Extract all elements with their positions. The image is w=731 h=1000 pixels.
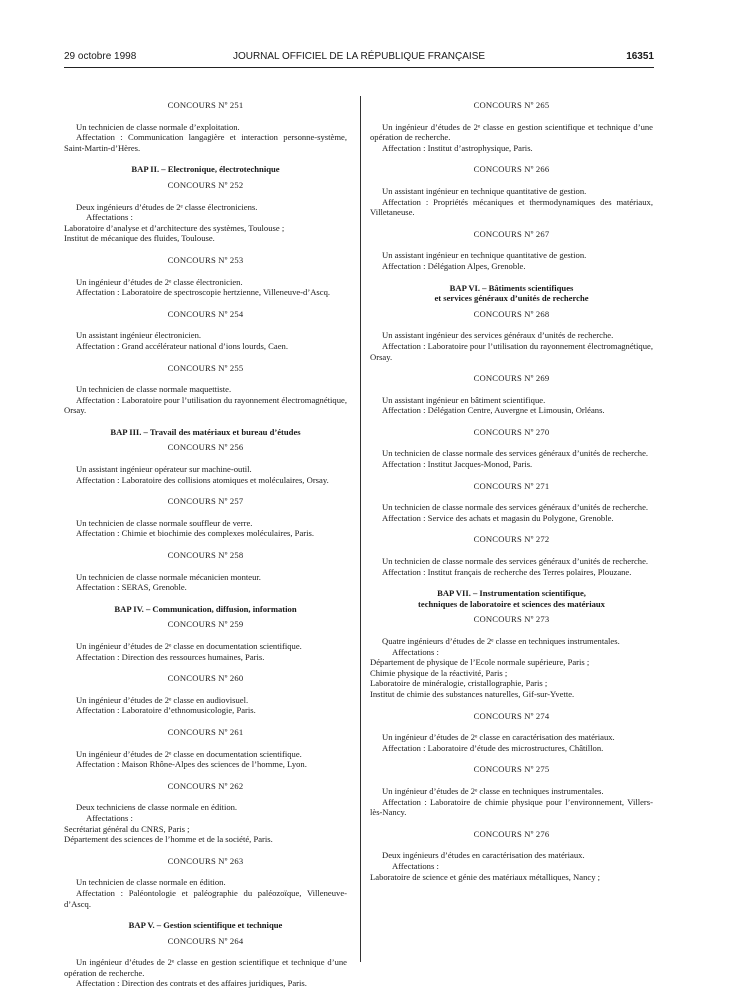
concours-255-body <box>64 384 347 416</box>
concours-252-affectation-2: Institut de mécanique des fluides, Toulouse. <box>64 233 215 244</box>
concours-262-affectation-2: Département des sciences de l’homme et de la société, Paris. <box>64 834 273 845</box>
concours-270-title: CONCOURS Nº 270 <box>473 426 550 437</box>
concours-275-affectation: Affectation : Laboratoire de chimie physique pour l’environnement, Villers-lès-Nancy. <box>370 796 653 818</box>
concours-255-post: Un technicien de classe normale maquettiste. <box>76 384 232 395</box>
concours-253-body <box>64 277 347 298</box>
concours-257-title: CONCOURS Nº 257 <box>167 496 244 507</box>
concours-263-body <box>64 877 347 909</box>
concours-258-body <box>64 572 347 593</box>
concours-274-post: Un ingénieur d’études de 2ᵉ classe en caractérisation des matériaux. <box>382 732 615 743</box>
concours-274-title: CONCOURS Nº 274 <box>473 710 550 721</box>
concours-264-title: CONCOURS Nº 264 <box>167 935 244 946</box>
concours-262-affectations-label: Affectations : <box>86 812 133 823</box>
concours-276-title: CONCOURS Nº 276 <box>473 828 550 839</box>
concours-262-title: CONCOURS Nº 262 <box>167 780 244 791</box>
concours-273-body <box>370 636 653 700</box>
concours-260-title: CONCOURS Nº 260 <box>167 673 244 684</box>
bap-vi-heading <box>370 283 653 304</box>
concours-273-affectation-1: Département de physique de l’Ecole normale supérieure, Paris ; <box>370 657 590 668</box>
concours-276-post: Deux ingénieurs d’études en caractérisation des matériaux. <box>382 850 585 861</box>
concours-267-body <box>370 250 653 271</box>
concours-260-affectation: Affectation : Laboratoire d’ethnomusicologie, Paris. <box>76 705 256 716</box>
concours-271-affectation: Affectation : Service des achats et magasin du Polygone, Grenoble. <box>382 512 614 523</box>
bap-vii-heading-line-1: BAP VII. – Instrumentation scientifique, <box>437 588 586 599</box>
concours-275-body <box>370 786 653 818</box>
concours-276-body <box>370 850 653 882</box>
concours-263-affectation: Affectation : Paléontologie et paléographie du paléozoïque, Villeneuve-d’Ascq. <box>64 887 347 909</box>
concours-252-affectations-label: Affectations : <box>86 212 133 223</box>
bap-vii-heading-line-2: techniques de laboratoire et sciences des matériaux <box>418 598 605 609</box>
page-header <box>64 51 654 65</box>
concours-255-title: CONCOURS Nº 255 <box>167 362 244 373</box>
concours-254-body <box>64 330 347 351</box>
concours-275-title: CONCOURS Nº 275 <box>473 764 550 775</box>
concours-271-post: Un technicien de classe normale des services généraux d’unités de recherche. <box>382 502 649 513</box>
concours-264-post: Un ingénieur d’études de 2ᵉ classe en gestion scientifique et technique d’une opération de recherche. <box>64 957 347 978</box>
concours-276-affectations-label: Affectations : <box>392 860 439 871</box>
concours-262-affectation-1: Secrétariat général du CNRS, Paris ; <box>64 823 190 834</box>
header-date: 29 octobre 1998 <box>64 51 137 62</box>
concours-272-title: CONCOURS Nº 272 <box>473 534 550 545</box>
concours-254-post: Un assistant ingénieur électronicien. <box>76 330 202 341</box>
concours-257-body <box>64 518 347 539</box>
concours-256-post: Un assistant ingénieur opérateur sur machine-outil. <box>76 464 252 475</box>
concours-272-affectation: Affectation : Institut français de recherche des Terres polaires, Plouzane. <box>382 566 632 577</box>
concours-253-title: CONCOURS Nº 253 <box>167 254 244 265</box>
concours-253-post: Un ingénieur d’études de 2ᵉ classe électronicien. <box>76 276 243 287</box>
concours-267-title: CONCOURS Nº 267 <box>473 228 550 239</box>
concours-256-title: CONCOURS Nº 256 <box>167 442 244 453</box>
right-column <box>370 100 653 893</box>
bap-ii-heading: BAP II. – Electronique, électrotechnique <box>131 164 280 175</box>
concours-259-body <box>64 641 347 662</box>
concours-268-body <box>370 330 653 362</box>
concours-271-body <box>370 502 653 523</box>
concours-261-post: Un ingénieur d’études de 2ᵉ classe en documentation scientifique. <box>76 748 302 759</box>
concours-252-affectation-1: Laboratoire d’analyse et d’architecture des systèmes, Toulouse ; <box>64 222 285 233</box>
concours-272-post: Un technicien de classe normale des services généraux d’unités de recherche. <box>382 556 649 567</box>
concours-268-title: CONCOURS Nº 268 <box>473 308 550 319</box>
concours-272-body <box>370 556 653 577</box>
concours-252-title: CONCOURS Nº 252 <box>167 179 244 190</box>
concours-268-post: Un assistant ingénieur des services généraux d’unités de recherche. <box>382 330 614 341</box>
concours-261-title: CONCOURS Nº 261 <box>167 726 244 737</box>
concours-273-affectation-2: Chimie physique de la réactivité, Paris ; <box>370 667 508 678</box>
concours-253-affectation: Affectation : Laboratoire de spectroscopie hertzienne, Villeneuve-d’Ascq. <box>76 287 331 298</box>
concours-256-body <box>64 464 347 485</box>
concours-270-body <box>370 448 653 469</box>
concours-263-title: CONCOURS Nº 263 <box>167 855 244 866</box>
concours-252-post: Deux ingénieurs d’études de 2ᵉ classe électroniciens. <box>76 201 258 212</box>
concours-269-post: Un assistant ingénieur en bâtiment scientifique. <box>382 394 546 405</box>
concours-273-affectation-4: Institut de chimie des substances naturelles, Gif-sur-Yvette. <box>370 688 575 699</box>
concours-259-affectation: Affectation : Direction des ressources humaines, Paris. <box>76 651 265 662</box>
concours-257-post: Un technicien de classe normale souffleur de verre. <box>76 517 253 528</box>
concours-259-title: CONCOURS Nº 259 <box>167 619 244 630</box>
bap-vi-heading-line-1: BAP VI. – Bâtiments scientifiques <box>449 282 574 293</box>
concours-254-title: CONCOURS Nº 254 <box>167 308 244 319</box>
concours-270-post: Un technicien de classe normale des services généraux d’unités de recherche. <box>382 448 649 459</box>
column-divider <box>360 96 361 962</box>
concours-256-affectation: Affectation : Laboratoire des collisions atomiques et moléculaires, Orsay. <box>76 474 329 485</box>
bap-iv-heading: BAP IV. – Communication, diffusion, information <box>114 603 297 614</box>
concours-266-title: CONCOURS Nº 266 <box>473 164 550 175</box>
concours-254-affectation: Affectation : Grand accélérateur national d’ions lourds, Caen. <box>76 340 288 351</box>
concours-266-body <box>370 186 653 218</box>
bap-iii-heading: BAP III. – Travail des matériaux et bureau d’études <box>110 426 301 437</box>
concours-267-affectation: Affectation : Délégation Alpes, Grenoble. <box>382 260 526 271</box>
concours-261-affectation: Affectation : Maison Rhône-Alpes des sciences de l’homme, Lyon. <box>76 759 307 770</box>
concours-260-body <box>64 695 347 716</box>
concours-265-affectation: Affectation : Institut d’astrophysique, Paris. <box>382 142 533 153</box>
concours-251-post: Un technicien de classe normale d’exploitation. <box>76 121 240 132</box>
concours-273-affectations-label: Affectations : <box>392 646 439 657</box>
concours-269-affectation: Affectation : Délégation Centre, Auvergne et Limousin, Orléans. <box>382 405 605 416</box>
concours-267-post: Un assistant ingénieur en technique quantitative de gestion. <box>382 250 587 261</box>
concours-257-affectation: Affectation : Chimie et biochimie des complexes moléculaires, Paris. <box>76 528 315 539</box>
concours-265-title: CONCOURS Nº 265 <box>473 100 550 110</box>
concours-269-title: CONCOURS Nº 269 <box>473 373 550 384</box>
concours-268-affectation: Affectation : Laboratoire pour l’utilisation du rayonnement électromagnétique, Orsay. <box>370 340 653 362</box>
concours-251-affectation: Affectation : Communication langagière et interaction personne-système, Saint-Martin-d’Hères. <box>64 132 347 153</box>
concours-259-post: Un ingénieur d’études de 2ᵉ classe en documentation scientifique. <box>76 641 302 651</box>
concours-265-post: Un ingénieur d’études de 2ᵉ classe en gestion scientifique et technique d’une opération de recherche. <box>370 121 653 143</box>
header-journal-title: JOURNAL OFFICIEL DE LA RÉPUBLIQUE FRANÇAISE <box>232 51 486 62</box>
concours-270-affectation: Affectation : Institut Jacques-Monod, Paris. <box>382 459 533 470</box>
bap-v-heading: BAP V. – Gestion scientifique et technique <box>128 920 283 931</box>
concours-273-affectation-3: Laboratoire de minéralogie, cristallographie, Paris ; <box>370 678 548 689</box>
concours-266-post: Un assistant ingénieur en technique quantitative de gestion. <box>382 185 587 196</box>
concours-262-body <box>64 802 347 844</box>
concours-251-body <box>64 122 347 154</box>
concours-263-post: Un technicien de classe normale en édition. <box>76 877 226 888</box>
concours-251-title: CONCOURS Nº 251 <box>167 100 244 110</box>
concours-255-affectation: Affectation : Laboratoire pour l’utilisation du rayonnement électromagnétique, Orsay. <box>64 394 347 416</box>
concours-266-affectation: Affectation : Propriétés mécaniques et thermodynamiques des matériaux, Villetaneuse. <box>370 196 653 218</box>
concours-269-body <box>370 395 653 416</box>
concours-265-body <box>370 122 653 154</box>
concours-262-post: Deux techniciens de classe normale en édition. <box>76 802 238 813</box>
concours-274-body <box>370 732 653 753</box>
header-rule <box>64 67 654 68</box>
concours-264-affectation: Affectation : Direction des contrats et des affaires juridiques, Paris. <box>76 978 307 989</box>
header-page-number: 16351 <box>626 51 654 62</box>
bap-vi-heading-line-2: et services généraux d’unités de recherche <box>434 293 589 304</box>
concours-273-title: CONCOURS Nº 273 <box>473 614 550 625</box>
concours-271-title: CONCOURS Nº 271 <box>473 480 550 491</box>
concours-258-affectation: Affectation : SERAS, Grenoble. <box>76 582 187 593</box>
concours-264-body <box>64 957 347 989</box>
concours-274-affectation: Affectation : Laboratoire d’étude des microstructures, Châtillon. <box>382 742 604 753</box>
concours-275-post: Un ingénieur d’études de 2ᵉ classe en techniques instrumentales. <box>382 785 604 796</box>
concours-261-body <box>64 749 347 770</box>
concours-258-title: CONCOURS Nº 258 <box>167 550 244 561</box>
left-column <box>64 100 347 1000</box>
concours-273-post: Quatre ingénieurs d’études de 2ᵉ classe en techniques instrumentales. <box>382 636 620 646</box>
concours-260-post: Un ingénieur d’études de 2ᵉ classe en audiovisuel. <box>76 694 249 705</box>
concours-252-body <box>64 202 347 244</box>
concours-258-post: Un technicien de classe normale mécanicien monteur. <box>76 571 261 582</box>
bap-vii-heading <box>370 588 653 609</box>
concours-276-affectation-1: Laboratoire de science et génie des matériaux métalliques, Nancy ; <box>370 871 601 882</box>
